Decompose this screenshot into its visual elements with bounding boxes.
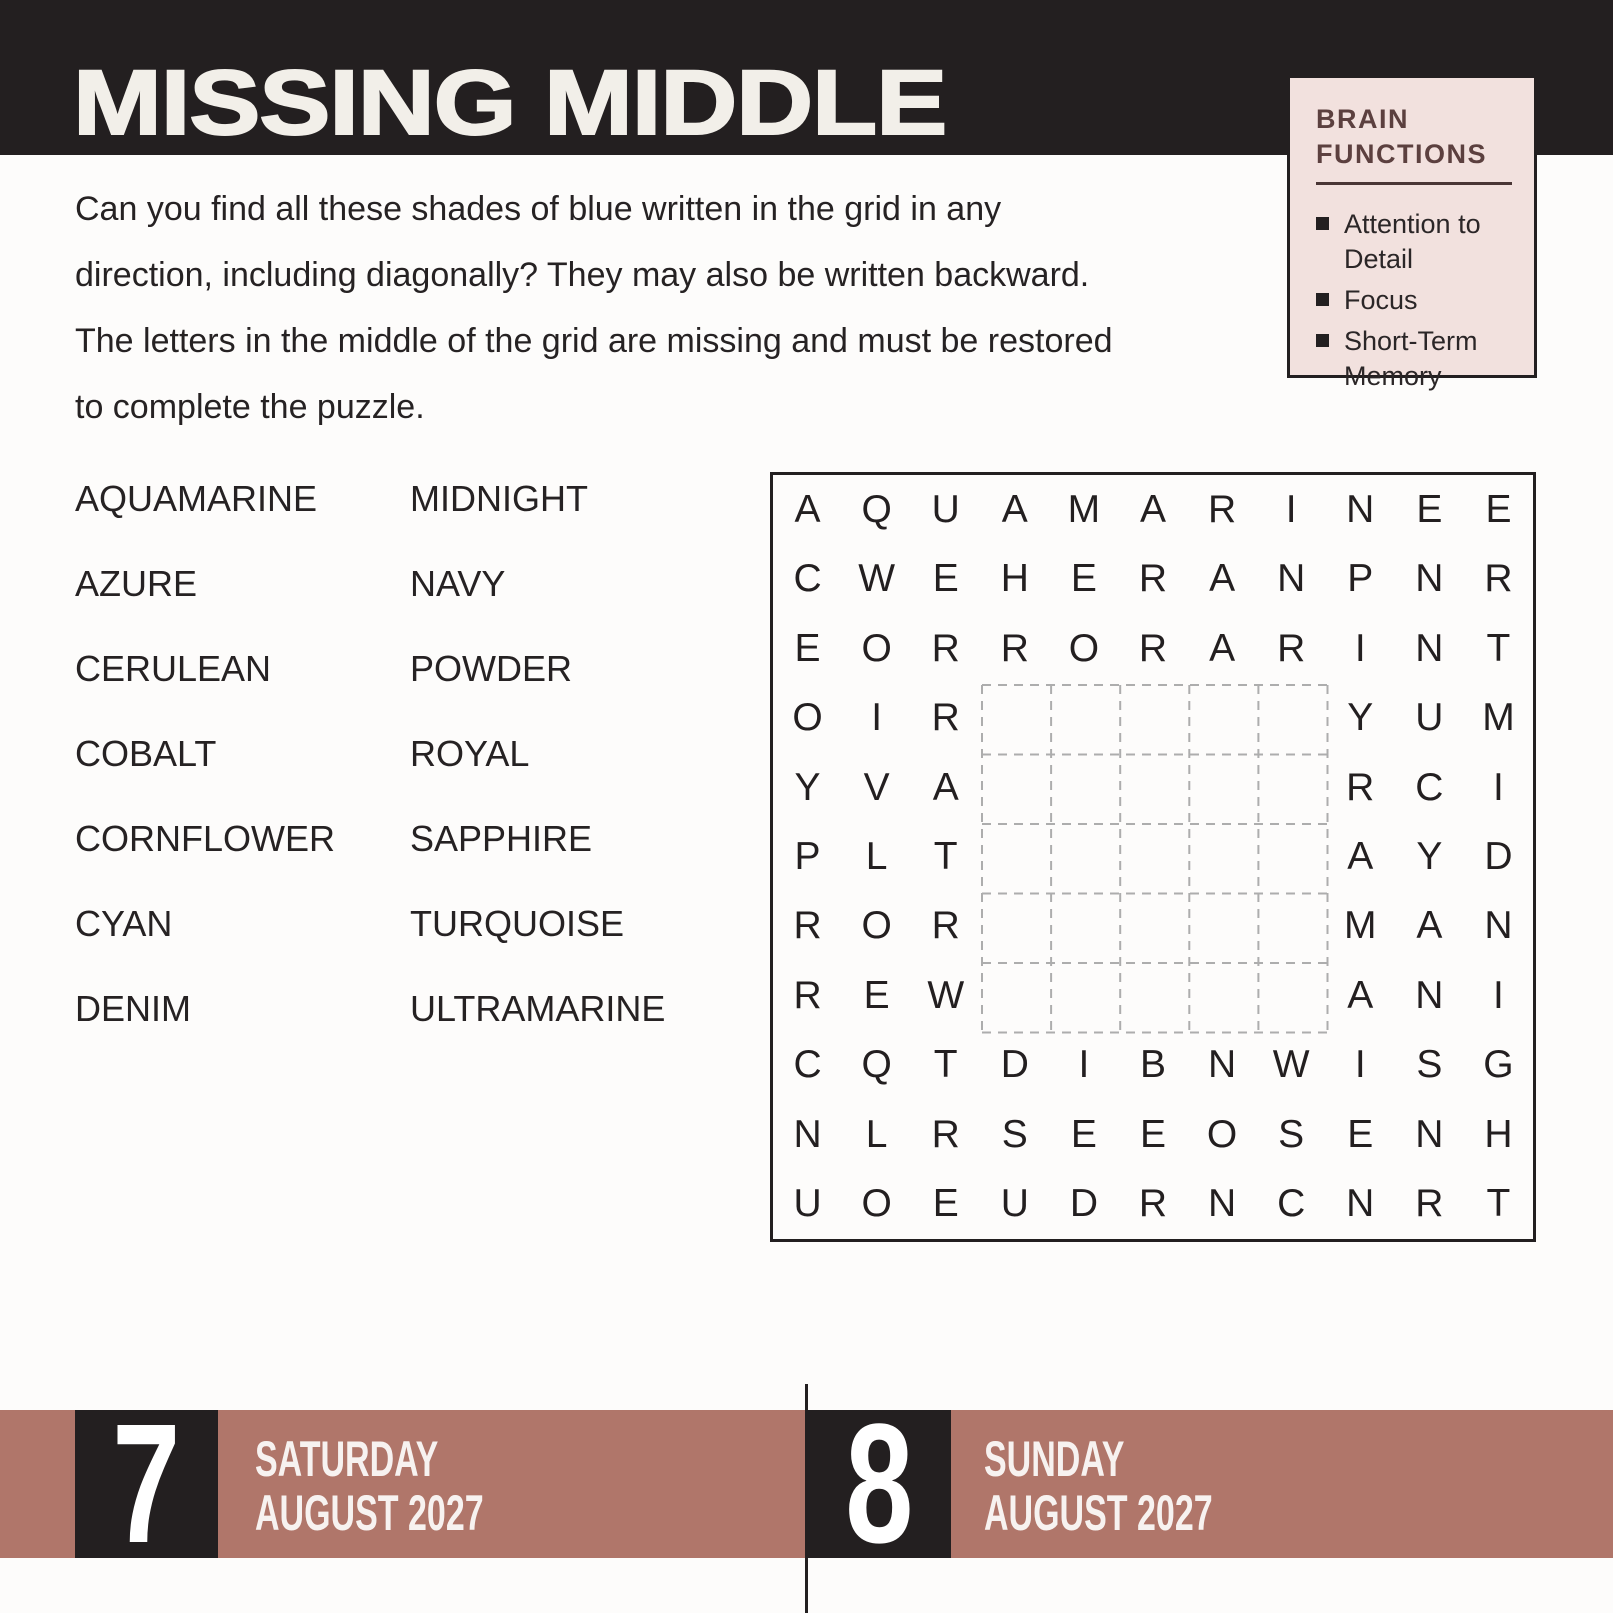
word-cerulean: CERULEAN <box>75 648 272 689</box>
page-fold-line <box>805 1384 808 1613</box>
grid-cell: L <box>865 834 888 878</box>
grid-cell-missing <box>1049 822 1118 891</box>
grid-cell: R <box>1346 765 1375 809</box>
grid-cell: U <box>1000 1182 1029 1226</box>
grid-cell: M <box>1482 696 1515 740</box>
grid-cell: R <box>931 904 960 948</box>
grid-cell: N <box>1277 557 1306 601</box>
word-aquamarine: AQUAMARINE <box>75 478 318 519</box>
grid-cell: N <box>1415 557 1444 601</box>
grid-cell-missing <box>1188 683 1257 752</box>
grid-cell: O <box>1206 1112 1238 1156</box>
grid-cell: R <box>1484 557 1513 601</box>
word-turquoise: TURQUOISE <box>410 903 625 944</box>
grid-cell: V <box>863 765 890 809</box>
grid-cell: A <box>1139 487 1166 531</box>
grid-cell: A <box>1347 973 1374 1017</box>
grid-cell: U <box>793 1182 822 1226</box>
grid-cell: A <box>1347 834 1374 878</box>
brain-function-item: Focus <box>1316 283 1512 318</box>
grid-cell-missing <box>1118 822 1187 891</box>
grid-cell-missing <box>1118 753 1187 822</box>
grid-cell: I <box>1493 765 1504 809</box>
date-bar-sunday <box>808 1410 1613 1558</box>
grid-cell: R <box>1207 487 1237 531</box>
grid-cell-missing <box>980 822 1049 891</box>
brain-functions-list <box>1316 207 1512 394</box>
grid-cell: D <box>1000 1043 1029 1087</box>
grid-cell: P <box>794 834 821 878</box>
grid-cell: R <box>1415 1182 1444 1226</box>
grid-cell: R <box>931 626 960 670</box>
grid-cell: C <box>1277 1182 1306 1226</box>
grid-cell-missing <box>1118 892 1187 961</box>
grid-cell: W <box>858 557 896 601</box>
instruction-line-2: direction, including diagonally? They may also be written backward. <box>75 256 1090 294</box>
grid-cell: R <box>793 973 822 1017</box>
grid-cell: I <box>1354 626 1366 670</box>
grid-cell: C <box>793 557 822 601</box>
grid-cell-missing <box>1049 892 1118 961</box>
grid-cell-missing <box>980 753 1049 822</box>
grid-cell-missing <box>980 892 1049 961</box>
date-label <box>984 1432 1320 1540</box>
word-navy: NAVY <box>410 563 506 604</box>
grid-cell: D <box>1484 834 1513 878</box>
grid-cell: I <box>1493 973 1504 1017</box>
grid-cell: C <box>793 1043 822 1087</box>
grid-cell: E <box>1139 1112 1166 1156</box>
grid-cell: E <box>932 1182 959 1226</box>
grid-cell: A <box>794 487 821 531</box>
grid-cell: N <box>1207 1182 1237 1226</box>
instruction-line-3: The letters in the middle of the grid are missing and must be restored <box>75 322 1113 360</box>
grid-cell: R <box>931 696 960 740</box>
brain-function-item: Attention to Detail <box>1316 207 1512 277</box>
grid-cell: M <box>1067 487 1101 531</box>
day-number-box <box>75 1410 218 1558</box>
divider-rule <box>1316 182 1512 185</box>
grid-cell: T <box>1486 626 1511 670</box>
grid-cell: I <box>871 696 883 740</box>
grid-cell: E <box>1347 1112 1374 1156</box>
word-denim: DENIM <box>75 988 191 1029</box>
grid-cell-missing <box>1049 753 1118 822</box>
grid-cell: H <box>1484 1112 1513 1156</box>
grid-cell: I <box>1078 1043 1090 1087</box>
grid-cell: I <box>1285 487 1297 531</box>
instruction-line-1: Can you find all these shades of blue written in the grid in any <box>75 190 1002 228</box>
grid-cell-missing <box>1118 683 1187 752</box>
grid-cell-missing <box>1188 892 1257 961</box>
grid-cell: S <box>1001 1112 1028 1156</box>
word-cornflower: CORNFLOWER <box>75 818 335 859</box>
grid-cell-missing <box>1118 961 1187 1030</box>
grid-cell: R <box>1277 626 1306 670</box>
word-midnight: MIDNIGHT <box>410 478 588 519</box>
instruction-line-4: to complete the puzzle. <box>75 388 425 426</box>
grid-cell: N <box>1207 1043 1237 1087</box>
grid-cell-missing <box>1188 753 1257 822</box>
grid-cell: N <box>793 1112 822 1156</box>
grid-cell-missing <box>1257 961 1326 1030</box>
grid-cell: H <box>1000 557 1029 601</box>
grid-cell: E <box>1416 487 1443 531</box>
grid-cell: T <box>933 834 958 878</box>
grid-cell: N <box>1415 626 1444 670</box>
word-search-grid <box>770 472 1536 1242</box>
word-cobalt: COBALT <box>75 733 217 774</box>
month-year-label: AUGUST 2027 <box>984 1485 1213 1541</box>
grid-cell: N <box>1415 1112 1444 1156</box>
page-title: MISSING MIDDLE <box>73 52 947 154</box>
word-powder: POWDER <box>410 648 572 689</box>
grid-cell: A <box>1209 626 1236 670</box>
grid-cell: A <box>1209 557 1236 601</box>
brain-functions-title: BRAIN FUNCTIONS <box>1316 104 1487 169</box>
word-azure: AZURE <box>75 563 198 604</box>
weekday-label: SUNDAY <box>984 1431 1125 1487</box>
word-sapphire: SAPPHIRE <box>410 818 593 859</box>
grid-cell: C <box>1415 765 1444 809</box>
grid-cell: T <box>1486 1182 1511 1226</box>
grid-cell: E <box>1070 557 1097 601</box>
grid-cell: R <box>1138 626 1168 670</box>
grid-cell: A <box>1001 487 1028 531</box>
grid-cell: R <box>1138 557 1168 601</box>
grid-cell: O <box>861 904 892 948</box>
grid-cell-missing <box>980 961 1049 1030</box>
grid-cell: I <box>1354 1043 1366 1087</box>
grid-cell-missing <box>980 683 1049 752</box>
grid-cell: U <box>1415 696 1444 740</box>
grid-cell: Y <box>1416 834 1443 878</box>
grid-cell: E <box>932 557 959 601</box>
grid-cell: A <box>932 765 959 809</box>
grid-cell-missing <box>1257 683 1326 752</box>
weekday-label: SATURDAY <box>255 1431 439 1487</box>
grid-cell: E <box>1070 1112 1097 1156</box>
grid-cell: N <box>1346 1182 1375 1226</box>
grid-cell: A <box>1416 904 1443 948</box>
grid-cell: L <box>865 1112 888 1156</box>
letter-grid <box>773 475 1533 1239</box>
grid-cell: R <box>793 904 822 948</box>
grid-cell: O <box>861 626 892 670</box>
grid-cell: R <box>1000 626 1029 670</box>
grid-cell: O <box>861 1182 892 1226</box>
grid-cell-missing <box>1049 683 1118 752</box>
grid-cell: B <box>1139 1043 1166 1087</box>
grid-cell: G <box>1483 1043 1514 1087</box>
grid-cell-missing <box>1188 822 1257 891</box>
grid-cell: P <box>1347 557 1374 601</box>
grid-cell: E <box>863 973 890 1017</box>
grid-cell: O <box>792 696 823 740</box>
word-cyan: CYAN <box>75 903 173 944</box>
word-list-column-2 <box>410 480 665 1075</box>
grid-cell: E <box>1485 487 1512 531</box>
brain-functions-box <box>1287 75 1537 391</box>
grid-cell: N <box>1346 487 1375 531</box>
grid-cell: Y <box>794 765 821 809</box>
date-bar-saturday <box>0 1410 805 1558</box>
grid-cell-missing <box>1188 961 1257 1030</box>
grid-cell: Q <box>861 1043 892 1087</box>
grid-cell: N <box>1415 973 1444 1017</box>
word-ultramarine: ULTRAMARINE <box>410 988 666 1029</box>
grid-cell-missing <box>1049 961 1118 1030</box>
grid-cell: E <box>794 626 821 670</box>
grid-cell-missing <box>1257 822 1326 891</box>
grid-cell: Y <box>1347 696 1374 740</box>
grid-cell: T <box>933 1043 958 1087</box>
grid-cell: S <box>1278 1112 1305 1156</box>
brain-function-item: Short-Term Memory <box>1316 324 1512 394</box>
grid-cell: W <box>927 973 965 1017</box>
month-year-label: AUGUST 2027 <box>255 1485 484 1541</box>
date-label <box>255 1432 591 1540</box>
grid-cell: U <box>931 487 960 531</box>
grid-cell: M <box>1344 904 1377 948</box>
grid-cell: N <box>1484 904 1513 948</box>
grid-cell: W <box>1272 1043 1310 1087</box>
day-number: 8 <box>845 1410 914 1558</box>
grid-cell: S <box>1416 1043 1443 1087</box>
word-royal: ROYAL <box>410 733 530 774</box>
day-number: 7 <box>112 1410 181 1558</box>
day-number-box <box>808 1410 951 1558</box>
grid-cell: O <box>1068 626 1100 670</box>
word-list-column-1 <box>75 480 335 1075</box>
grid-cell: R <box>931 1112 960 1156</box>
grid-cell-missing <box>1257 892 1326 961</box>
grid-cell: R <box>1138 1182 1168 1226</box>
grid-cell: D <box>1069 1182 1098 1226</box>
grid-cell-missing <box>1257 753 1326 822</box>
puzzle-instructions <box>75 176 1255 440</box>
grid-cell: Q <box>861 487 892 531</box>
